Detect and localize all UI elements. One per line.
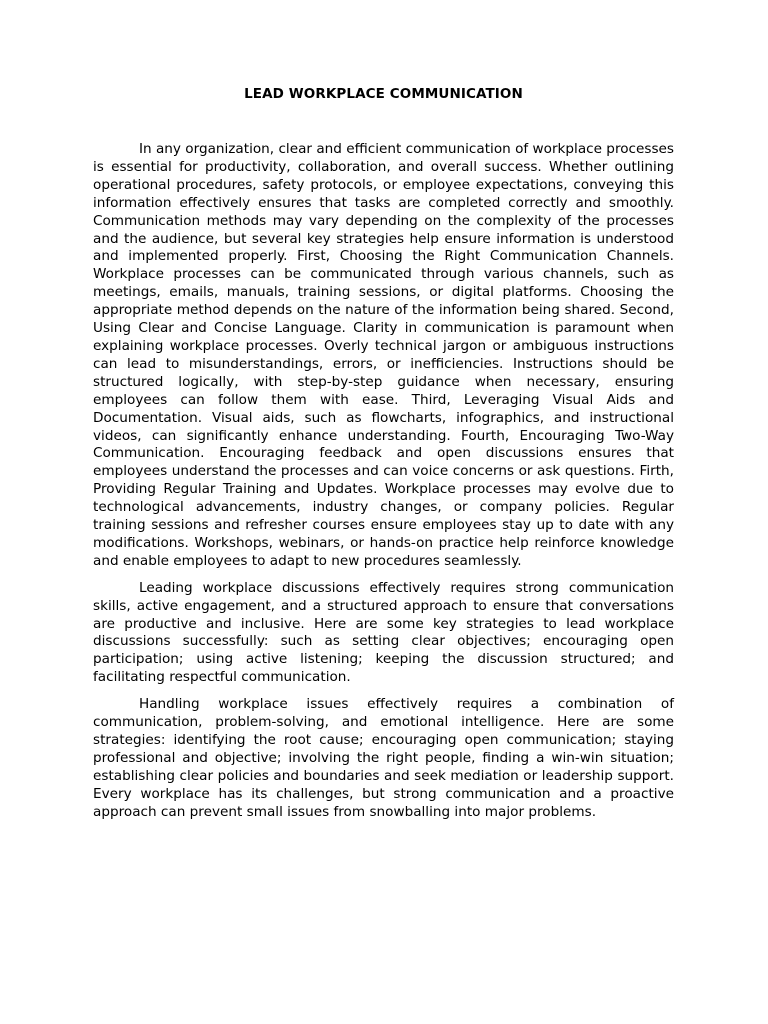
paragraph-handling-issues: Handling workplace issues effectively requires a combination of communication, problem-solving, and emotional intelligence. Here are some strategies: identifying the root cause; encouraging open communication; staying professional and objective; involving the right people, finding a win-win situation; establishing clear policies and boundaries and seek mediation or leadership support. Every workplace has its challenges, but strong communication and a proactive approach can prevent small issues from snowballing into major problems. — [93, 696, 674, 820]
paragraph-leading-discussions: Leading workplace discussions effectively requires strong communication skills, active engagement, and a structured approach to ensure that conversations are productive and inclusive. Here are some key strategies to lead workplace discussions successfully: such as setting clear objectives; encouraging open participation; using active listening; keeping the discussion structured; and facilitating respectful communication. — [93, 579, 674, 686]
paragraph-workplace-processes: In any organization, clear and efficient communication of workplace processes is essential for productivity, collaboration, and overall success. Whether outlining operational procedures, safety protocols, or employee expectations, conveying this information effectively ensures that tasks are completed correctly and smoothly. Communication methods may vary depending on the complexity of the processes and the audience, but several key strategies help ensure information is understood and implemented properly. First, Choosing the Right Communication Channels. Workplace processes can be communicated through various channels, such as meetings, emails, manuals, training sessions, or digital platforms. Choosing the appropriate method depends on the nature of the information being shared. Second, Using Clear and Concise Language. Clarity in communication is paramount when explaining workplace processes. Overly technical jargon or ambiguous instructions can lead to misunderstandings, errors, or inefficiencies. Instructions should be structured logically, with step-by-step guidance when necessary, ensuring employees can follow them with ease. Third, Leveraging Visual Aids and Documentation. Visual aids, such as flowcharts, infographics, and instructional videos, can significantly enhance understanding. Fourth, Encouraging Two-Way Communication. Encouraging feedback and open discussions ensures that employees understand the processes and can voice concerns or ask questions. Firth, Providing Regular Training and Updates. Workplace processes may evolve due to technological advancements, industry changes, or company policies. Regular training sessions and refresher courses ensure employees stay up to date with any modifications. Workshops, webinars, or hands-on practice help reinforce knowledge and enable employees to adapt to new procedures seamlessly. — [93, 141, 674, 569]
document-body — [93, 141, 674, 831]
document-title: LEAD WORKPLACE COMMUNICATION — [244, 86, 523, 102]
